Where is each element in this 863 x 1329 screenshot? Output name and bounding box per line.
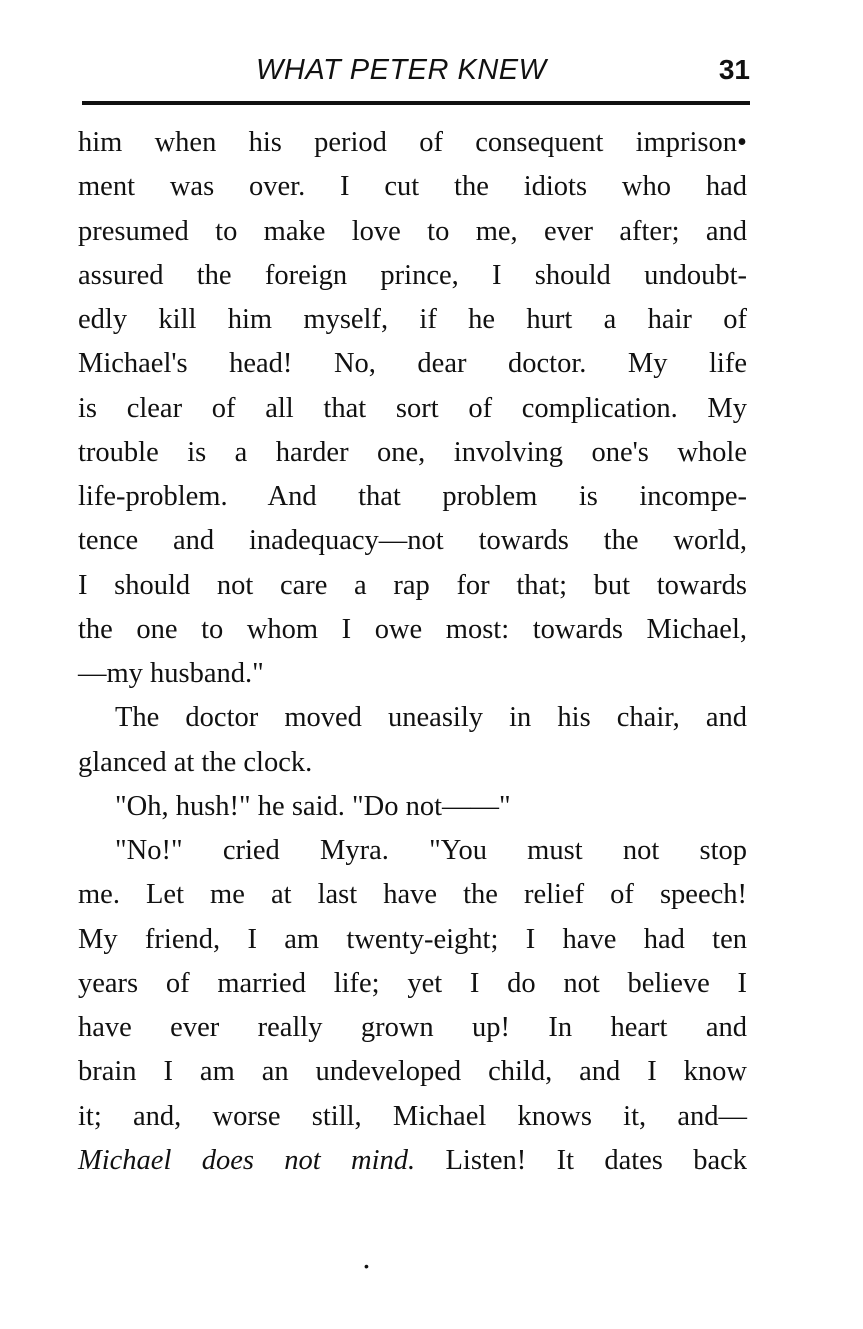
text-line: —my husband." [78,658,264,689]
text-line: presumed to make love to me, ever after; and [78,215,747,247]
text-line: have ever really grown up! In heart and [78,1012,747,1043]
text-line: The doctor moved uneasily in his chair, and [115,702,747,734]
text-line: him when his period of consequent imprison• [78,127,747,158]
text-line: glanced at the clock. [78,746,313,778]
text-line: "No!" cried Myra. "You must not stop [115,835,747,866]
page-header [78,50,750,90]
header-rule [82,101,750,105]
text-line: "Oh, hush!" he said. "Do not——" [115,790,511,822]
italic-phrase: Michael does not mind. [78,1144,416,1176]
text-line: is clear of all that sort of complication. My [78,392,747,424]
text-line: brain I am an undeveloped child, and I know [78,1056,747,1088]
text-line: I should not care a rap for that; but towards [78,569,747,601]
text-line: My friend, I am twenty-eight; I have had ten [78,923,747,955]
text-line: Michael's head! No, dear doctor. My life [78,348,747,380]
text-line: trouble is a harder one, involving one's whole [78,436,747,468]
footer-mark: • [364,1258,369,1274]
text-line: assured the foreign prince, I should undoubt- [78,259,747,291]
text-line: it; and, worse still, Michael knows it, and— [78,1100,747,1132]
text-line: life-problem. And that problem is incompe- [78,481,747,512]
running-title: WHAT PETER KNEW [256,54,547,86]
text-line: ment was over. I cut the idiots who had [78,171,747,203]
page-number: 31 [718,54,750,85]
text-line: me. Let me at last have the relief of speech! [78,879,747,911]
text-line: tence and inadequacy—not towards the world, [78,525,747,557]
body-text [78,121,747,1183]
text-line: edly kill him myself, if he hurt a hair of [78,304,747,335]
text-line-last [78,1139,747,1183]
text-line: years of married life; yet I do not believe I [78,967,747,999]
line-remainder: Listen! It dates back [445,1144,748,1176]
text-line: the one to whom I owe most: towards Michael, [78,613,747,645]
